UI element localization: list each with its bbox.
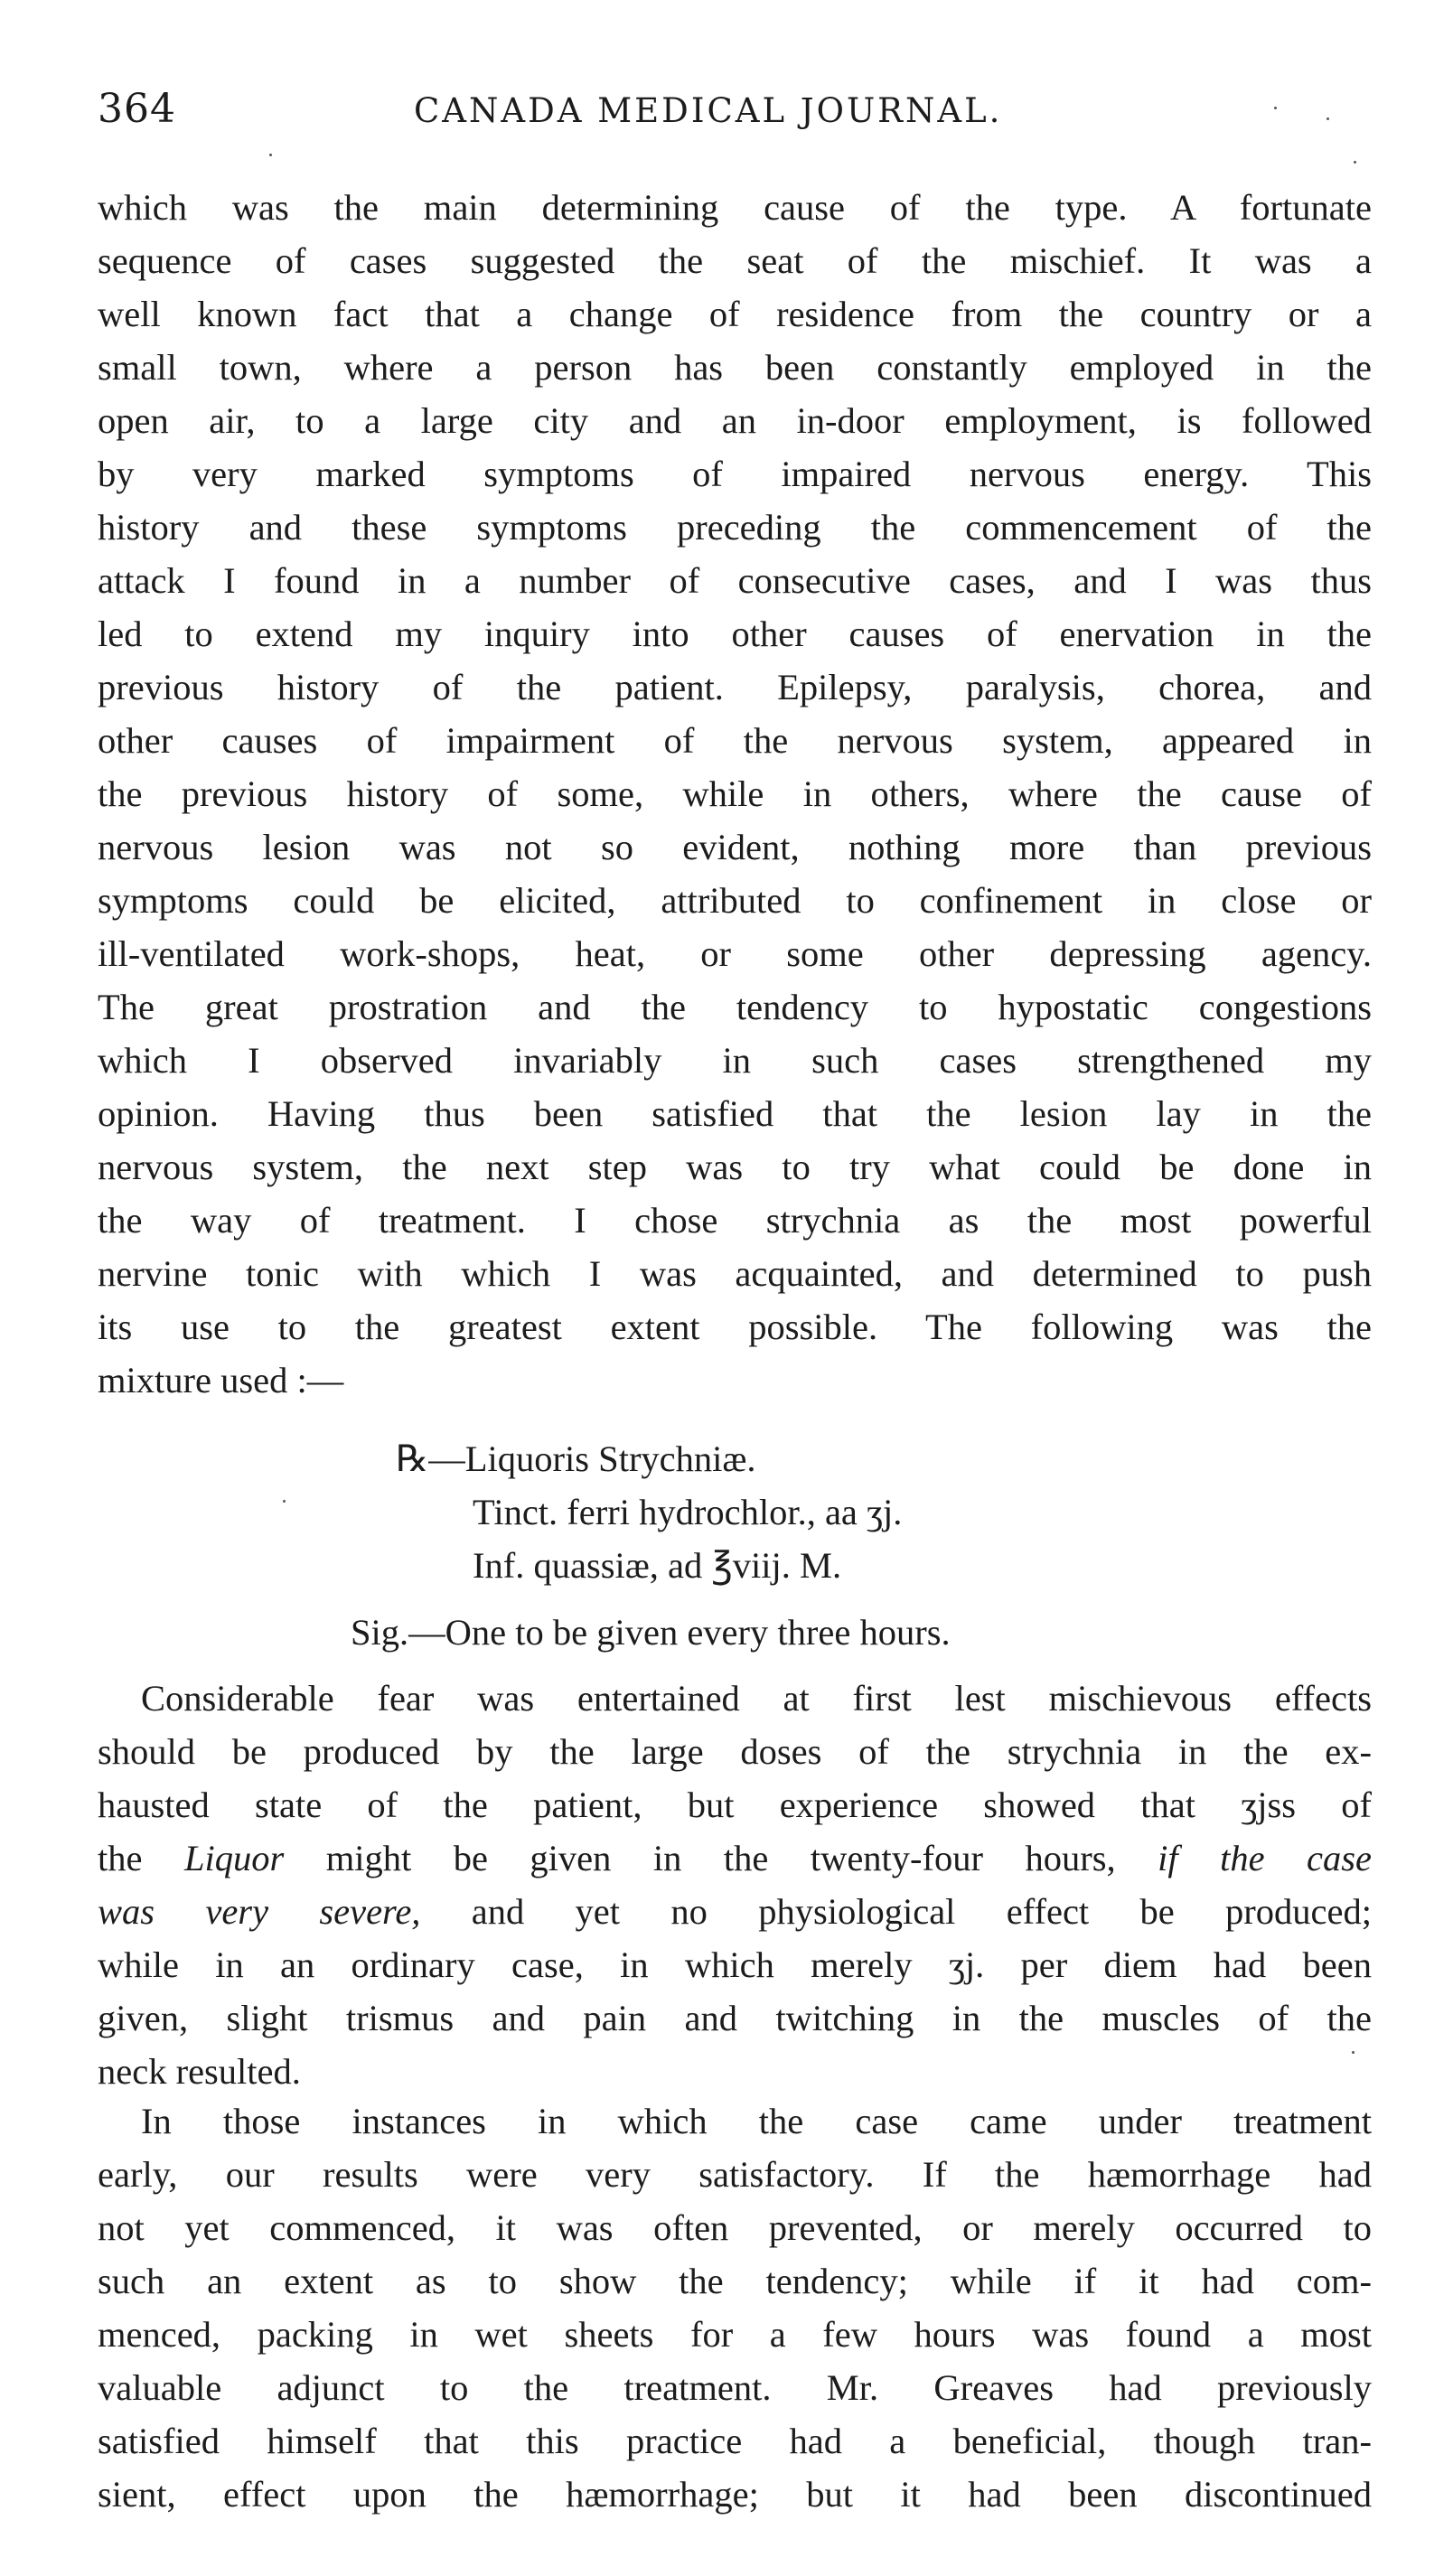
- text-run: the: [98, 1838, 184, 1878]
- running-title: CANADA MEDICAL JOURNAL.: [414, 91, 1003, 130]
- text-line: sequence of cases suggested the seat of the mischief. It was a: [98, 240, 1372, 281]
- text-line: [98, 1885, 1372, 1938]
- paragraph-2: [98, 1672, 1372, 2098]
- text-line: [98, 1831, 1372, 1885]
- text-line: Considerable fear was entertained at first lest mischievous effects: [141, 1678, 1372, 1719]
- text-line: led to extend my inquiry into other causes of enervation in the: [98, 614, 1372, 654]
- text-line: the previous history of some, while in others, where the cause of: [98, 773, 1372, 814]
- journal-page: [98, 0, 1372, 2576]
- text-line: history and these symptoms preceding the commencement of the: [98, 507, 1372, 548]
- text-line: symptoms could be elicited, attributed to confinement in close or: [98, 880, 1372, 921]
- text-line: hausted state of the patient, but experience showed that ʒjss of: [98, 1784, 1372, 1825]
- text-line: open air, to a large city and an in-door employment, is followed: [98, 400, 1372, 441]
- text-line: should be produced by the large doses of the strychnia in the ex-: [98, 1731, 1372, 1772]
- text-line: sient, effect upon the hæmorrhage; but it had been discontinued: [98, 2474, 1372, 2515]
- print-speck: [283, 1500, 286, 1503]
- text-line: not yet commenced, it was often prevented, or merely occurred to: [98, 2207, 1372, 2248]
- text-line: given, slight trismus and pain and twitching in the muscles of the: [98, 1998, 1372, 2038]
- prescription-line-tincture: Tinct. ferri hydrochlor., aa ʒj.: [473, 1492, 903, 1532]
- text-line: by very marked symptoms of impaired nervous energy. This: [98, 454, 1372, 494]
- prescription-line-infusion: Inf. quassiæ, ad ℥viij. M.: [473, 1545, 842, 1586]
- text-line: nervous system, the next step was to try what could be done in: [98, 1147, 1372, 1187]
- text-line: mixture used :—: [98, 1360, 344, 1400]
- text-line: previous history of the patient. Epilepsy, paralysis, chorea, and: [98, 667, 1372, 707]
- text-line: valuable adjunct to the treatment. Mr. Greaves had previously: [98, 2367, 1372, 2408]
- page-header: [98, 86, 1372, 140]
- print-speck: [1326, 117, 1329, 120]
- prescription-line-recipe: ℞—Liquoris Strychniæ.: [396, 1438, 756, 1479]
- text-line: well known fact that a change of residence from the country or a: [98, 294, 1372, 334]
- text-line: opinion. Having thus been satisfied that the lesion lay in the: [98, 1093, 1372, 1134]
- text-line: which was the main determining cause of the type. A fortunate: [98, 187, 1372, 228]
- text-line: its use to the greatest extent possible. The following was the: [98, 1307, 1372, 1347]
- paragraph-3: [98, 2094, 1372, 2521]
- prescription-signature: Sig.—One to be given every three hours.: [351, 1612, 951, 1653]
- text-line: The great prostration and the tendency to hypostatic congestions: [98, 987, 1372, 1027]
- text-line: nervous lesion was not so evident, nothing more than previous: [98, 827, 1372, 867]
- print-speck: [1352, 2051, 1355, 2054]
- text-line: ill-ventilated work-shops, heat, or some other depressing agency.: [98, 933, 1372, 974]
- text-line: other causes of impairment of the nervous system, appeared in: [98, 720, 1372, 761]
- text-line: which I observed invariably in such cases strengthened my: [98, 1040, 1372, 1081]
- italic-text: if the case: [1158, 1838, 1372, 1878]
- italic-text: Liquor: [183, 1838, 285, 1878]
- text-line: such an extent as to show the tendency; while if it had com-: [98, 2261, 1372, 2301]
- print-speck: [1274, 107, 1277, 109]
- page-number: 364: [98, 86, 176, 132]
- text-line: early, our results were very satisfactory. If the hæmorrhage had: [98, 2154, 1372, 2195]
- paragraph-1: [98, 181, 1372, 1407]
- text-line: neck resulted.: [98, 2051, 301, 2092]
- text-line: the way of treatment. I chose strychnia as the most powerful: [98, 1200, 1372, 1241]
- print-speck: [1354, 161, 1356, 164]
- text-line: menced, packing in wet sheets for a few hours was found a most: [98, 2314, 1372, 2355]
- text-line: small town, where a person has been constantly employed in the: [98, 347, 1372, 388]
- text-line: while in an ordinary case, in which merely ʒj. per diem had been: [98, 1944, 1372, 1985]
- print-speck: [269, 154, 272, 156]
- text-line: In those instances in which the case came under treatment: [141, 2101, 1372, 2141]
- text-line: nervine tonic with which I was acquainted, and determined to push: [98, 1253, 1372, 1294]
- italic-text: was very severe,: [98, 1891, 421, 1932]
- text-line: satisfied himself that this practice had a beneficial, though tran-: [98, 2421, 1372, 2461]
- text-run: and yet no physiological effect be produced;: [420, 1891, 1372, 1932]
- text-line: attack I found in a number of consecutive cases, and I was thus: [98, 560, 1372, 601]
- text-run: might be given in the twenty-four hours,: [284, 1838, 1158, 1878]
